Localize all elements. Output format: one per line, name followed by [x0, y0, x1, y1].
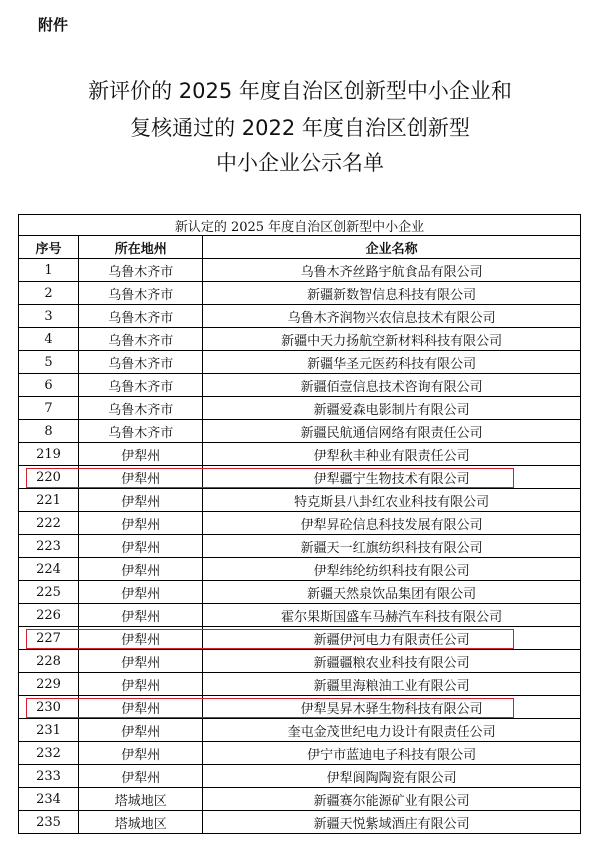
- table-row: [19, 650, 581, 673]
- row-company-name: 新疆天然泉饮品集团有限公司: [203, 581, 581, 604]
- row-company-name: 新疆里海粮油工业有限公司: [203, 673, 581, 696]
- row-company-name: 伊犁昊昇木驿生物科技有限公司: [203, 696, 581, 719]
- header-company-name: 企业名称: [203, 236, 581, 259]
- table-row: [19, 558, 581, 581]
- table-row: [19, 512, 581, 535]
- table-row: [19, 627, 581, 650]
- row-region: 伊犁州: [79, 719, 203, 742]
- table-row: [19, 420, 581, 443]
- row-region: 伊犁州: [79, 466, 203, 489]
- row-company-name: 伊犁疆宁生物技术有限公司: [203, 466, 581, 489]
- row-company-name: 新疆天一红旗纺织科技有限公司: [203, 535, 581, 558]
- table-row: [19, 535, 581, 558]
- table-row: [19, 374, 581, 397]
- row-company-name: 新疆民航通信网络有限责任公司: [203, 420, 581, 443]
- row-region: 伊犁州: [79, 581, 203, 604]
- row-company-name: 伊犁秋丰种业有限责任公司: [203, 443, 581, 466]
- row-serial-number: 2: [19, 282, 79, 305]
- row-serial-number: 4: [19, 328, 79, 351]
- row-serial-number: 8: [19, 420, 79, 443]
- row-serial-number: 220: [19, 466, 79, 489]
- row-serial-number: 3: [19, 305, 79, 328]
- row-region: 伊犁州: [79, 443, 203, 466]
- row-region: 伊犁州: [79, 512, 203, 535]
- table-row: [19, 581, 581, 604]
- row-serial-number: 231: [19, 719, 79, 742]
- table-row: [19, 328, 581, 351]
- row-serial-number: 219: [19, 443, 79, 466]
- row-company-name: 新疆伊河电力有限责任公司: [203, 627, 581, 650]
- row-region: 伊犁州: [79, 696, 203, 719]
- row-serial-number: 221: [19, 489, 79, 512]
- row-region: 伊犁州: [79, 673, 203, 696]
- table-row: [19, 604, 581, 627]
- table-row: [19, 259, 581, 282]
- row-region: 乌鲁木齐市: [79, 351, 203, 374]
- row-serial-number: 7: [19, 397, 79, 420]
- table-row: [19, 673, 581, 696]
- row-company-name: 乌鲁木齐丝路宇航食品有限公司: [203, 259, 581, 282]
- row-region: 伊犁州: [79, 742, 203, 765]
- row-serial-number: 225: [19, 581, 79, 604]
- row-serial-number: 223: [19, 535, 79, 558]
- row-company-name: 新疆佰壹信息技术咨询有限公司: [203, 374, 581, 397]
- table-row: [19, 765, 581, 788]
- table-row: [19, 719, 581, 742]
- row-region: 乌鲁木齐市: [79, 374, 203, 397]
- row-serial-number: 6: [19, 374, 79, 397]
- row-serial-number: 229: [19, 673, 79, 696]
- row-region: 乌鲁木齐市: [79, 420, 203, 443]
- row-region: 伊犁州: [79, 627, 203, 650]
- row-region: 乌鲁木齐市: [79, 397, 203, 420]
- table-row: [19, 282, 581, 305]
- row-region: 伊犁州: [79, 650, 203, 673]
- table-row: [19, 696, 581, 719]
- row-region: 伊犁州: [79, 558, 203, 581]
- row-company-name: 新疆爱森电影制片有限公司: [203, 397, 581, 420]
- row-company-name: 新疆天悦紫域酒庄有限公司: [203, 811, 581, 834]
- table-row: [19, 351, 581, 374]
- company-list-table: [18, 214, 581, 834]
- row-region: 乌鲁木齐市: [79, 282, 203, 305]
- row-region: 塔城地区: [79, 811, 203, 834]
- row-serial-number: 233: [19, 765, 79, 788]
- row-company-name: 新疆华圣元医药科技有限公司: [203, 351, 581, 374]
- attachment-label: 附件: [38, 16, 69, 34]
- table-body: [19, 259, 581, 834]
- table-row: [19, 788, 581, 811]
- row-serial-number: 234: [19, 788, 79, 811]
- row-company-name: 奎屯金茂世纪电力设计有限责任公司: [203, 719, 581, 742]
- row-region: 伊犁州: [79, 489, 203, 512]
- row-company-name: 伊犁阆陶陶瓷有限公司: [203, 765, 581, 788]
- row-serial-number: 224: [19, 558, 79, 581]
- row-serial-number: 235: [19, 811, 79, 834]
- row-company-name: 新疆中天力扬航空新材料科技有限公司: [203, 328, 581, 351]
- row-serial-number: 5: [19, 351, 79, 374]
- row-region: 乌鲁木齐市: [79, 305, 203, 328]
- table-row: [19, 811, 581, 834]
- row-company-name: 伊宁市蓝迪电子科技有限公司: [203, 742, 581, 765]
- document-title-line-1: 新评价的 2025 年度自治区创新型中小企业和: [88, 79, 512, 103]
- row-region: 乌鲁木齐市: [79, 328, 203, 351]
- row-serial-number: 222: [19, 512, 79, 535]
- table-row: [19, 397, 581, 420]
- row-region: 塔城地区: [79, 788, 203, 811]
- table-caption: 新认定的 2025 年度自治区创新型中小企业: [19, 215, 581, 236]
- row-company-name: 新疆疆粮农业科技有限公司: [203, 650, 581, 673]
- table-row: [19, 305, 581, 328]
- row-serial-number: 230: [19, 696, 79, 719]
- row-company-name: 伊犁昇砼信息科技发展有限公司: [203, 512, 581, 535]
- header-region: 所在地州: [79, 236, 203, 259]
- table-row: [19, 466, 581, 489]
- document-title-line-3: 中小企业公示名单: [216, 151, 384, 175]
- table-row: [19, 489, 581, 512]
- table-row: [19, 443, 581, 466]
- row-serial-number: 1: [19, 259, 79, 282]
- row-company-name: 伊犁纬纶纺织科技有限公司: [203, 558, 581, 581]
- row-company-name: 新疆新数智信息科技有限公司: [203, 282, 581, 305]
- row-region: 伊犁州: [79, 535, 203, 558]
- row-company-name: 新疆赛尔能源矿业有限公司: [203, 788, 581, 811]
- row-region: 乌鲁木齐市: [79, 259, 203, 282]
- row-company-name: 特克斯县八卦红农业科技有限公司: [203, 489, 581, 512]
- row-region: 伊犁州: [79, 765, 203, 788]
- row-serial-number: 228: [19, 650, 79, 673]
- table-row: [19, 742, 581, 765]
- row-company-name: 霍尔果斯国盛车马赫汽车科技有限公司: [203, 604, 581, 627]
- row-region: 伊犁州: [79, 604, 203, 627]
- header-serial-number: 序号: [19, 236, 79, 259]
- row-serial-number: 226: [19, 604, 79, 627]
- row-serial-number: 227: [19, 627, 79, 650]
- row-serial-number: 232: [19, 742, 79, 765]
- row-company-name: 乌鲁木齐润物兴农信息技术有限公司: [203, 305, 581, 328]
- document-title-line-2: 复核通过的 2022 年度自治区创新型: [130, 116, 470, 140]
